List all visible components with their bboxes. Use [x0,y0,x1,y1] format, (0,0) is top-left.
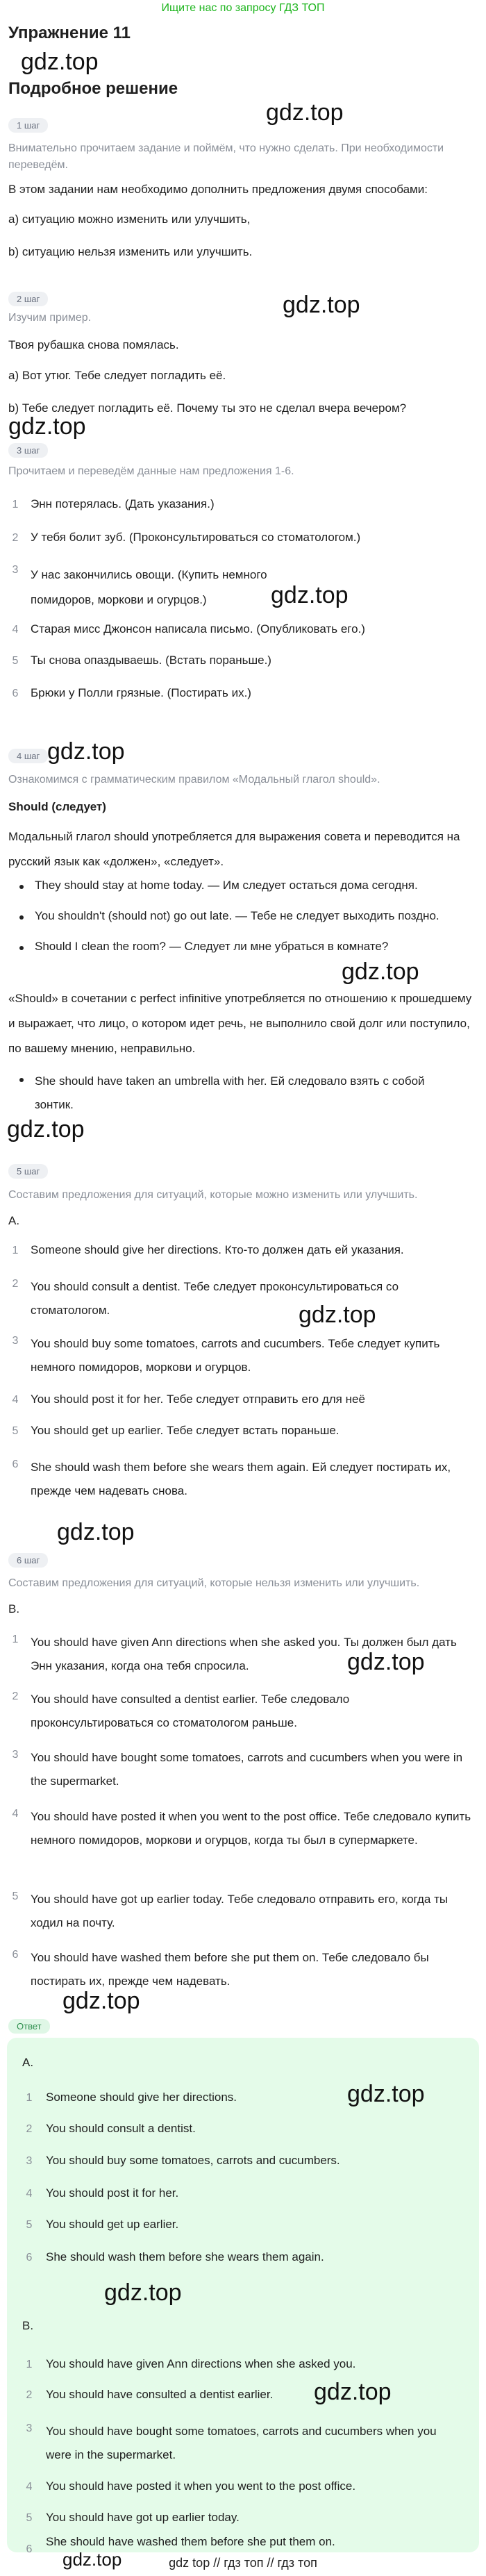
answer-item: You should have given Ann directions when she asked you. [46,2357,356,2370]
step-intro: Составим предложения для ситуаций, которые можно изменить или улучшить. [8,1189,418,1201]
example-item: They should stay at home today. — Им следует остаться дома сегодня. [35,879,418,892]
item-number: 5 [12,655,19,667]
item-number: 4 [12,624,19,635]
rule-text: «Should» в сочетании с perfect infinitive употребляется по отношению к прошедшему и выражает, что лицо, о котором идет речь, не выполнило свой долг или поступило, по вашему мнению, неправильно. [8,992,472,1055]
list-item: Ты снова опаздываешь. (Встать пораньше.) [31,654,271,667]
step-intro: Прочитаем и переведём данные нам предложения 1-6. [8,465,294,477]
item-number: 5 [26,2512,33,2524]
bullet-dot [19,885,24,889]
answer-item: You should consult a dentist. [46,2122,196,2135]
item-number: 6 [12,1459,19,1470]
item-number: 6 [26,2252,33,2263]
item-number: 2 [12,1690,19,1702]
item-number: 2 [26,2123,33,2135]
watermark: gdz.top [342,958,419,985]
list-item: Старая мисс Джонсон написала письмо. (Опубликовать его.) [31,622,365,635]
answer-item: You should have posted it when you went to the post office. [46,2479,356,2493]
item-number: 6 [26,2543,33,2555]
watermark: gdz.top [347,2081,425,2107]
list-item: You should post it for her. Тебе следует отправить его для неё [31,1393,365,1406]
watermark: gdz.top [7,1116,85,1142]
step-text: b) Тебе следует погладить её. Почему ты это не сделал вчера вечером? [8,401,407,415]
watermark: gdz.top [299,1302,376,1328]
step-badge: 3 шаг [8,443,48,458]
example-item: You shouldn't (should not) go out late. — Тебе не следует выходить поздно. [35,909,439,922]
section-title: Подробное решение [8,79,178,98]
item-number: 2 [12,1278,19,1290]
answer-group-label: B. [22,2319,34,2332]
item-number: 3 [12,1749,19,1761]
watermark: gdz.top [266,99,344,126]
list-item: Someone should give her directions. Кто-то должен дать ей указания. [31,1243,404,1256]
answer-item: You should have got up earlier today. [46,2511,240,2524]
bullet-dot [19,1078,24,1082]
watermark: gdz.top [62,1988,140,2014]
item-number: 4 [26,2188,33,2200]
item-number: 3 [26,2423,33,2434]
item-number: 3 [26,2155,33,2167]
list-item: You should have posted it when you went to the post office. Тебе следовало купить немного помидоров, моркови и огурцов, когда ты был в супермаркете. [31,1810,471,1847]
list-item: You should have washed them before she put them on. Тебе следовало бы постирать их, прежде чем надевать. [31,1951,429,1988]
list-item: У тебя болит зуб. (Проконсультироваться со стоматологом.) [31,531,361,544]
answer-item: You should get up earlier. [46,2218,179,2231]
answer-group-label: A. [22,2056,34,2069]
watermark: gdz.top [347,1649,425,1675]
bullet-dot [19,946,24,950]
watermark: gdz.top [47,738,125,765]
step-text: b) ситуацию нельзя изменить или улучшить. [8,245,253,258]
list-item: You should have given Ann directions when she asked you. Ты должен был дать Энн указания, когда она тебя спросила. [31,1636,457,1672]
item-number: 1 [12,499,19,510]
answer-badge: Ответ [8,2019,50,2034]
step-text: В этом задании нам необходимо дополнить предложения двумя способами: [8,183,428,196]
answer-item: She should have washed them before she put them on. [46,2535,335,2548]
step-intro: Ознакомимся с грамматическим правилом «Модальный глагол should». [8,774,380,786]
watermark: gdz.top [104,2279,182,2306]
list-item: You should buy some tomatoes, carrots and cucumbers. Тебе следует купить немного помидоров, моркови и огурцов. [31,1337,440,1374]
page-title: Упражнение 11 [8,24,131,42]
item-number: 6 [12,688,19,699]
list-item: You should have bought some tomatoes, carrots and cucumbers when you were in the supermarket. [31,1751,463,1788]
watermark: gdz.top [62,2549,122,2570]
watermark: gdz.top [271,582,349,608]
step-intro: Изучим пример. [8,312,92,324]
item-number: 5 [26,2219,33,2231]
step-badge: 2 шаг [8,292,48,306]
item-number: 1 [12,1245,19,1256]
watermark: gdz.top [314,2379,392,2405]
answer-item: You should have consulted a dentist earlier. [46,2388,274,2401]
step-badge: 1 шаг [8,118,48,133]
item-number: 4 [12,1394,19,1406]
step-text: а) ситуацию можно изменить или улучшить, [8,213,251,226]
bullet-dot [19,915,24,920]
example-item: She should have taken an umbrella with her. Ей следовало взять с собой зонтик. [35,1074,425,1111]
item-number: 3 [12,564,19,576]
watermark: gdz.top [57,1519,135,1545]
footer[interactable]: gdz top // гдз топ // гдз топ [169,2556,317,2570]
answer-item: You should have bought some tomatoes, carrots and cucumbers when you were in the supermarket. [46,2425,437,2461]
list-item: You should have consulted a dentist earlier. Тебе следовало проконсультироваться со стоматологом раньше. [31,1693,350,1729]
top-banner[interactable]: Ищите нас по запросу ГДЗ ТОП [161,2,325,14]
item-number: 5 [12,1891,19,1902]
step-intro: Внимательно прочитаем задание и поймём, что нужно сделать. При необходимости переведём. [8,142,444,171]
rule-text: Модальный глагол should употребляется для выражения совета и переводится на русский язык как «должен», «следует». [8,830,460,868]
step-text: а) Вот утюг. Тебе следует погладить её. [8,369,226,382]
example-item: Should I clean the room? — Следует ли мне убраться в комнате? [35,940,389,953]
item-number: 5 [12,1425,19,1437]
answer-item: You should buy some tomatoes, carrots and cucumbers. [46,2154,340,2167]
group-label: B. [8,1602,20,1615]
step-badge: 5 шаг [8,1164,48,1179]
answer-item: You should post it for her. [46,2186,179,2200]
step-badge: 4 шаг [8,749,48,763]
item-number: 1 [12,1634,19,1645]
list-item: У нас закончились овощи. (Купить немного помидоров, моркови и огурцов.) [31,568,267,606]
item-number: 2 [12,532,19,544]
item-number: 4 [12,1808,19,1820]
watermark: gdz.top [21,49,99,75]
list-item: You should consult a dentist. Тебе следует проконсультироваться со стоматологом. [31,1280,399,1317]
list-item: She should wash them before she wears them again. Ей следует постирать их, прежде чем надевать снова. [31,1461,451,1497]
item-number: 3 [12,1335,19,1347]
rule-heading: Should (следует) [8,800,106,813]
list-item: Энн потерялась. (Дать указания.) [31,497,215,510]
item-number: 1 [26,2359,33,2370]
watermark: gdz.top [283,292,360,318]
list-item: You should have got up earlier today. Тебе следовало отправить его, когда ты ходил на почту. [31,1893,449,1929]
item-number: 6 [12,1949,19,1961]
group-label: A. [8,1214,20,1227]
step-intro: Составим предложения для ситуаций, которые нельзя изменить или улучшить. [8,1577,420,1589]
answer-item: Someone should give her directions. [46,2091,237,2104]
watermark: gdz.top [8,413,86,440]
step-badge: 6 шаг [8,1553,48,1568]
list-item: Брюки у Полли грязные. (Постирать их.) [31,686,251,699]
item-number: 4 [26,2481,33,2493]
answer-box [7,2038,479,2552]
item-number: 2 [26,2389,33,2401]
step-text: Твоя рубашка снова помялась. [8,338,179,351]
list-item: You should get up earlier. Тебе следует встать пораньше. [31,1424,340,1437]
answer-item: She should wash them before she wears them again. [46,2250,324,2263]
item-number: 1 [26,2092,33,2104]
